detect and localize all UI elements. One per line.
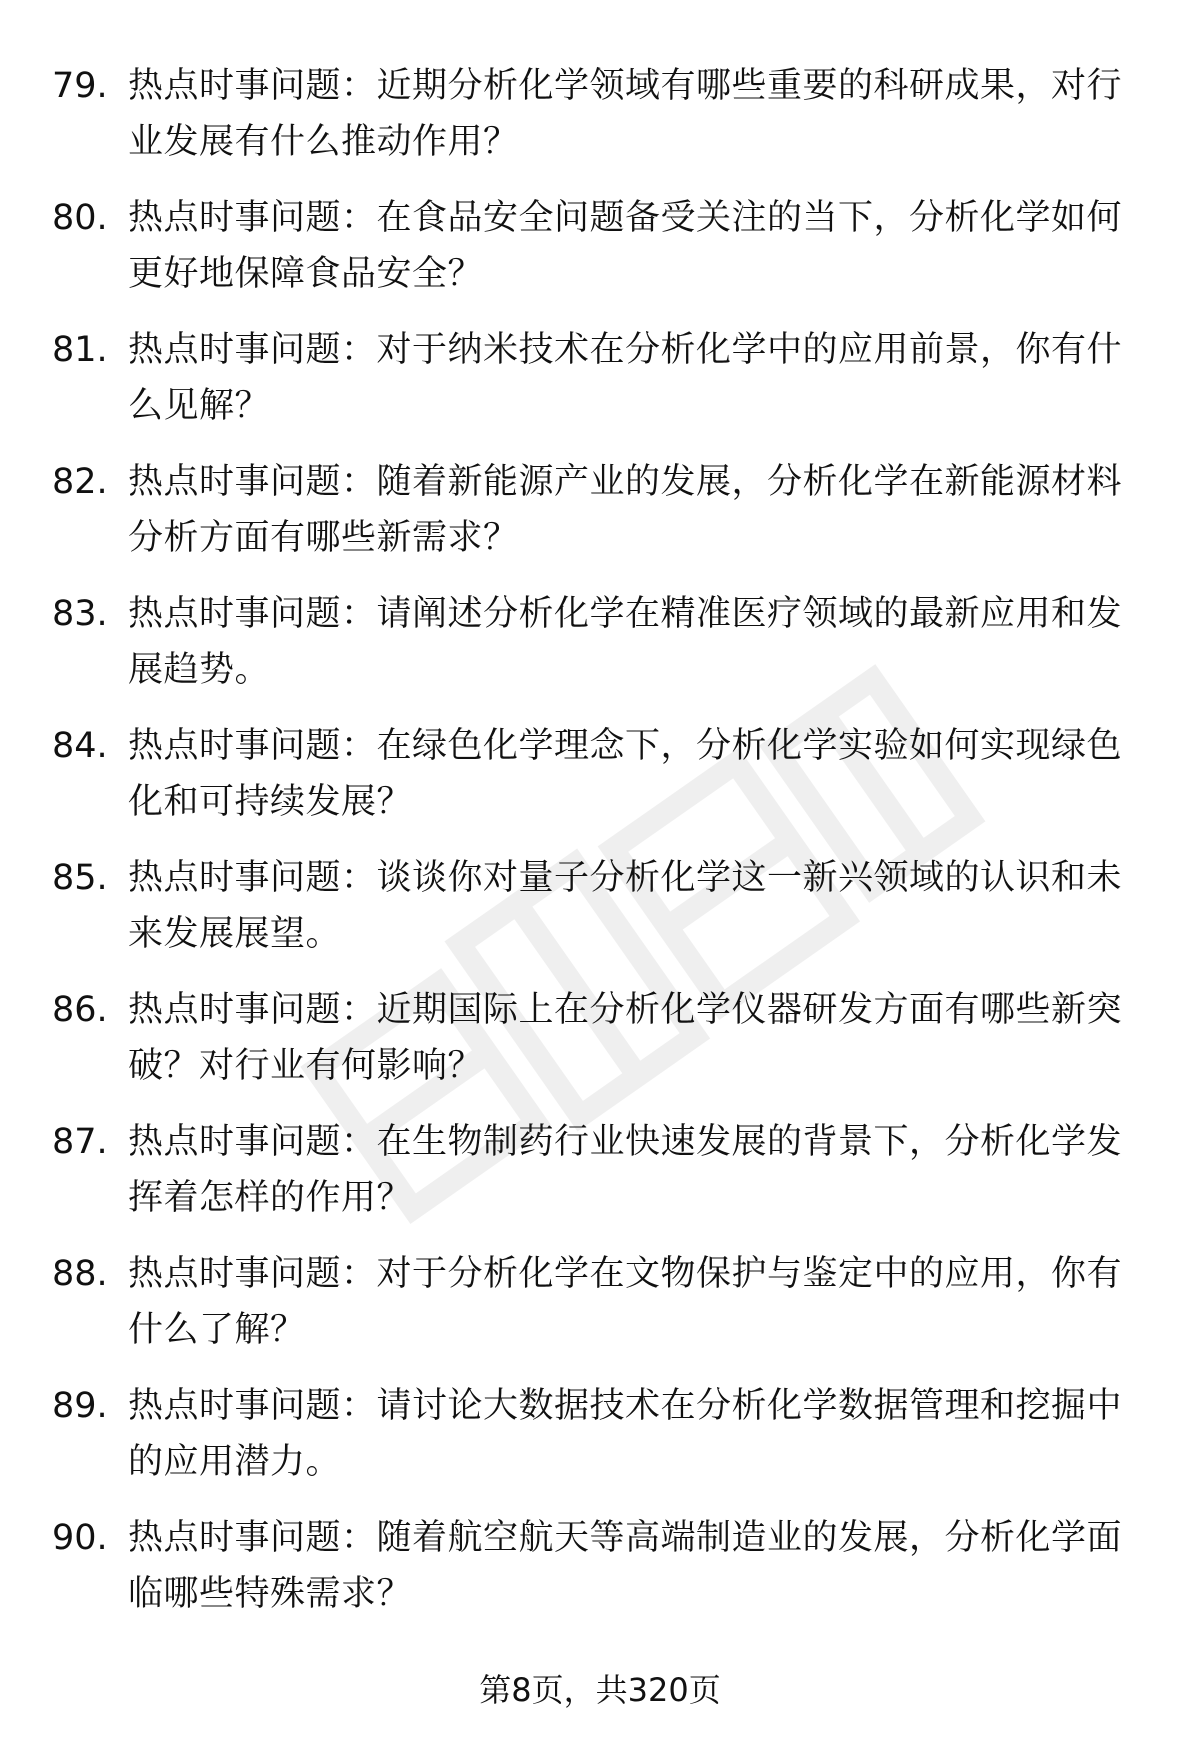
question-item xyxy=(0,58,1200,190)
page-number-footer: 第8页，共320页 xyxy=(479,1671,721,1709)
question-number: 80. xyxy=(52,198,108,238)
question-number: 90. xyxy=(52,1518,108,1558)
question-number: 82. xyxy=(52,462,108,502)
question-number: 85. xyxy=(52,858,108,898)
question-item xyxy=(0,586,1200,718)
question-text: 热点时事问题：请讨论大数据技术在分析化学数据管理和挖掘中的应用潜力。 xyxy=(128,1386,1123,1482)
question-text: 热点时事问题：谈谈你对量子分析化学这一新兴领域的认识和未来发展展望。 xyxy=(128,858,1123,954)
question-text: 热点时事问题：请阐述分析化学在精准医疗领域的最新应用和发展趋势。 xyxy=(128,594,1123,690)
question-item xyxy=(0,1510,1200,1642)
question-number: 83. xyxy=(52,594,108,634)
question-text: 热点时事问题：在绿色化学理念下，分析化学实验如何实现绿色化和可持续发展？ xyxy=(128,726,1123,822)
question-text: 热点时事问题：在生物制药行业快速发展的背景下，分析化学发挥着怎样的作用？ xyxy=(128,1122,1123,1218)
question-number: 81. xyxy=(52,330,108,370)
question-number: 84. xyxy=(52,726,108,766)
question-text: 热点时事问题：近期分析化学领域有哪些重要的科研成果，对行业发展有什么推动作用？ xyxy=(128,66,1123,162)
question-item xyxy=(0,1378,1200,1510)
question-number: 88. xyxy=(52,1254,108,1294)
question-item xyxy=(0,1246,1200,1378)
question-item xyxy=(0,322,1200,454)
question-text: 热点时事问题：随着航空航天等高端制造业的发展，分析化学面临哪些特殊需求？ xyxy=(128,1518,1123,1614)
question-item xyxy=(0,982,1200,1114)
question-item xyxy=(0,454,1200,586)
question-number: 89. xyxy=(52,1386,108,1426)
question-item xyxy=(0,850,1200,982)
question-text: 热点时事问题：对于纳米技术在分析化学中的应用前景，你有什么见解？ xyxy=(128,330,1123,426)
question-number: 87. xyxy=(52,1122,108,1162)
question-number: 86. xyxy=(52,990,108,1030)
question-text: 热点时事问题：近期国际上在分析化学仪器研发方面有哪些新突破？对行业有何影响？ xyxy=(128,990,1123,1086)
question-list xyxy=(0,58,1200,1642)
question-item xyxy=(0,1114,1200,1246)
question-text: 热点时事问题：随着新能源产业的发展，分析化学在新能源材料分析方面有哪些新需求？ xyxy=(128,462,1123,558)
question-item xyxy=(0,718,1200,850)
question-item xyxy=(0,190,1200,322)
question-text: 热点时事问题：在食品安全问题备受关注的当下，分析化学如何更好地保障食品安全？ xyxy=(128,198,1123,294)
question-number: 79. xyxy=(52,66,108,106)
question-text: 热点时事问题：对于分析化学在文物保护与鉴定中的应用，你有什么了解？ xyxy=(128,1254,1123,1350)
